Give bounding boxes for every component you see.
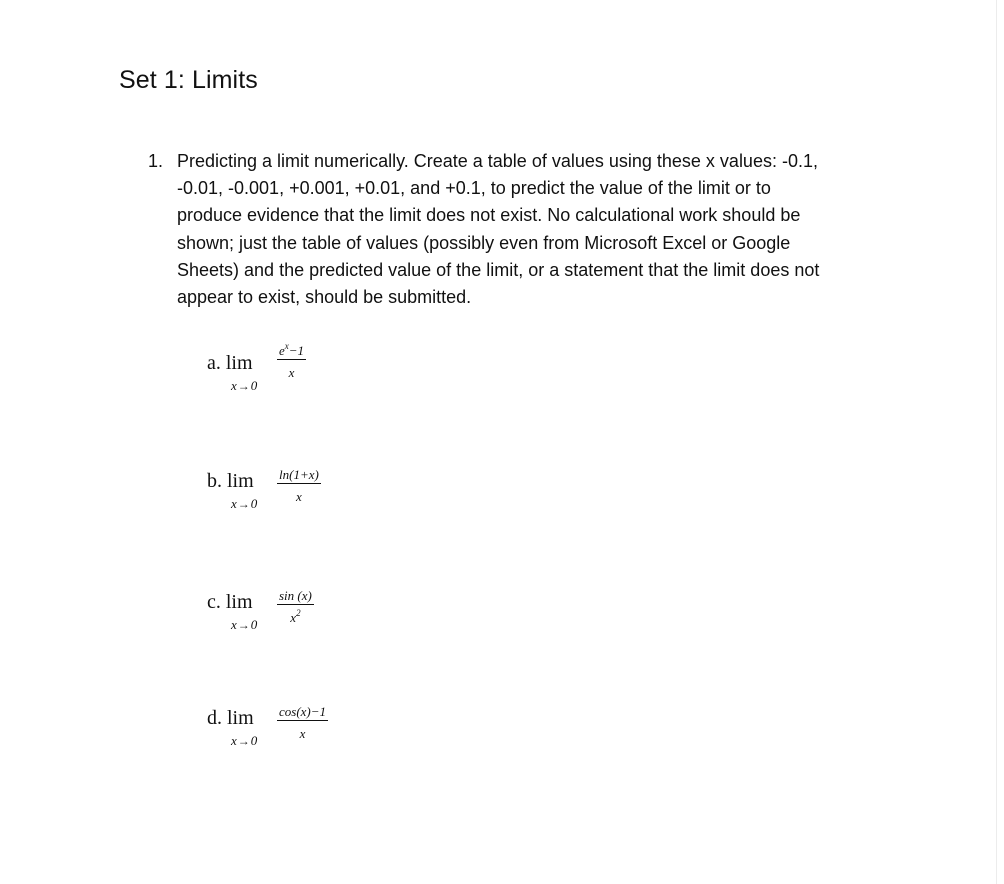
approach-value: 0 (250, 378, 258, 393)
numerator-base: e (279, 343, 285, 358)
approach-value: 0 (250, 496, 258, 511)
approach-value: 0 (250, 617, 258, 632)
approach-value: 0 (250, 733, 258, 748)
page-edge-divider (996, 0, 997, 884)
question-text-line: shown; just the table of values (possibly even from Microsoft Excel or Google (177, 232, 791, 253)
limit-item-b (207, 467, 427, 540)
numerator-exponent: x (284, 341, 289, 351)
denominator-base: x (288, 365, 295, 380)
limit-approach (231, 496, 257, 512)
limit-approach (231, 733, 257, 749)
arrow-icon: → (237, 734, 250, 748)
question-text-line: -0.01, -0.001, +0.001, +0.01, and +0.1, to predict the value of the limit or to (177, 178, 771, 199)
fraction-denominator (277, 605, 314, 625)
limit-label: b. lim (207, 470, 254, 492)
limit-item-d (207, 704, 427, 777)
fraction-denominator (277, 721, 328, 741)
approach-variable: x (231, 617, 237, 632)
numerator-base: sin (x) (279, 588, 312, 603)
page-title: Set 1: Limits (119, 66, 258, 94)
arrow-icon: → (237, 497, 250, 511)
fraction-numerator (277, 584, 314, 605)
limit-label: c. lim (207, 591, 253, 613)
approach-variable: x (231, 496, 237, 511)
arrow-icon: → (237, 618, 250, 632)
denominator-base: x (299, 726, 306, 741)
limit-item-c (207, 588, 427, 661)
denominator-exponent: 2 (296, 608, 301, 618)
question-text-line: produce evidence that the limit does not exist. No calculational work should be (177, 205, 801, 226)
limit-label: a. lim (207, 352, 253, 374)
fraction-numerator (277, 463, 321, 484)
numerator-base: cos(x)−1 (279, 704, 327, 719)
fraction-denominator (277, 484, 321, 504)
question-1 (148, 148, 898, 311)
question-text-line: Sheets) and the predicted value of the limit, or a statement that the limit does not (177, 259, 820, 280)
denominator-base: x (296, 489, 302, 504)
limit-approach (231, 617, 257, 633)
arrow-icon: → (237, 379, 250, 393)
numerator-rest: −1 (288, 343, 305, 358)
limit-label: d. lim (207, 707, 254, 729)
fraction-numerator (277, 339, 306, 360)
fraction-numerator (277, 700, 328, 721)
numerator-base: ln(1+x) (279, 467, 319, 482)
question-text-line: Predicting a limit numerically. Create a table of values using these x values: -0.1, (177, 151, 818, 171)
approach-variable: x (231, 733, 237, 748)
limit-fraction (277, 700, 328, 741)
limit-fraction (277, 463, 321, 504)
limit-fraction (277, 339, 306, 380)
fraction-denominator (277, 360, 306, 380)
limit-item-a (207, 341, 427, 422)
limit-fraction (277, 584, 314, 625)
denominator-base: x (290, 610, 297, 625)
limit-approach (231, 378, 257, 394)
question-text-line: appear to exist, should be submitted. (177, 287, 472, 308)
question-number: 1. (148, 151, 164, 171)
question-text (177, 148, 898, 311)
approach-variable: x (231, 378, 237, 393)
